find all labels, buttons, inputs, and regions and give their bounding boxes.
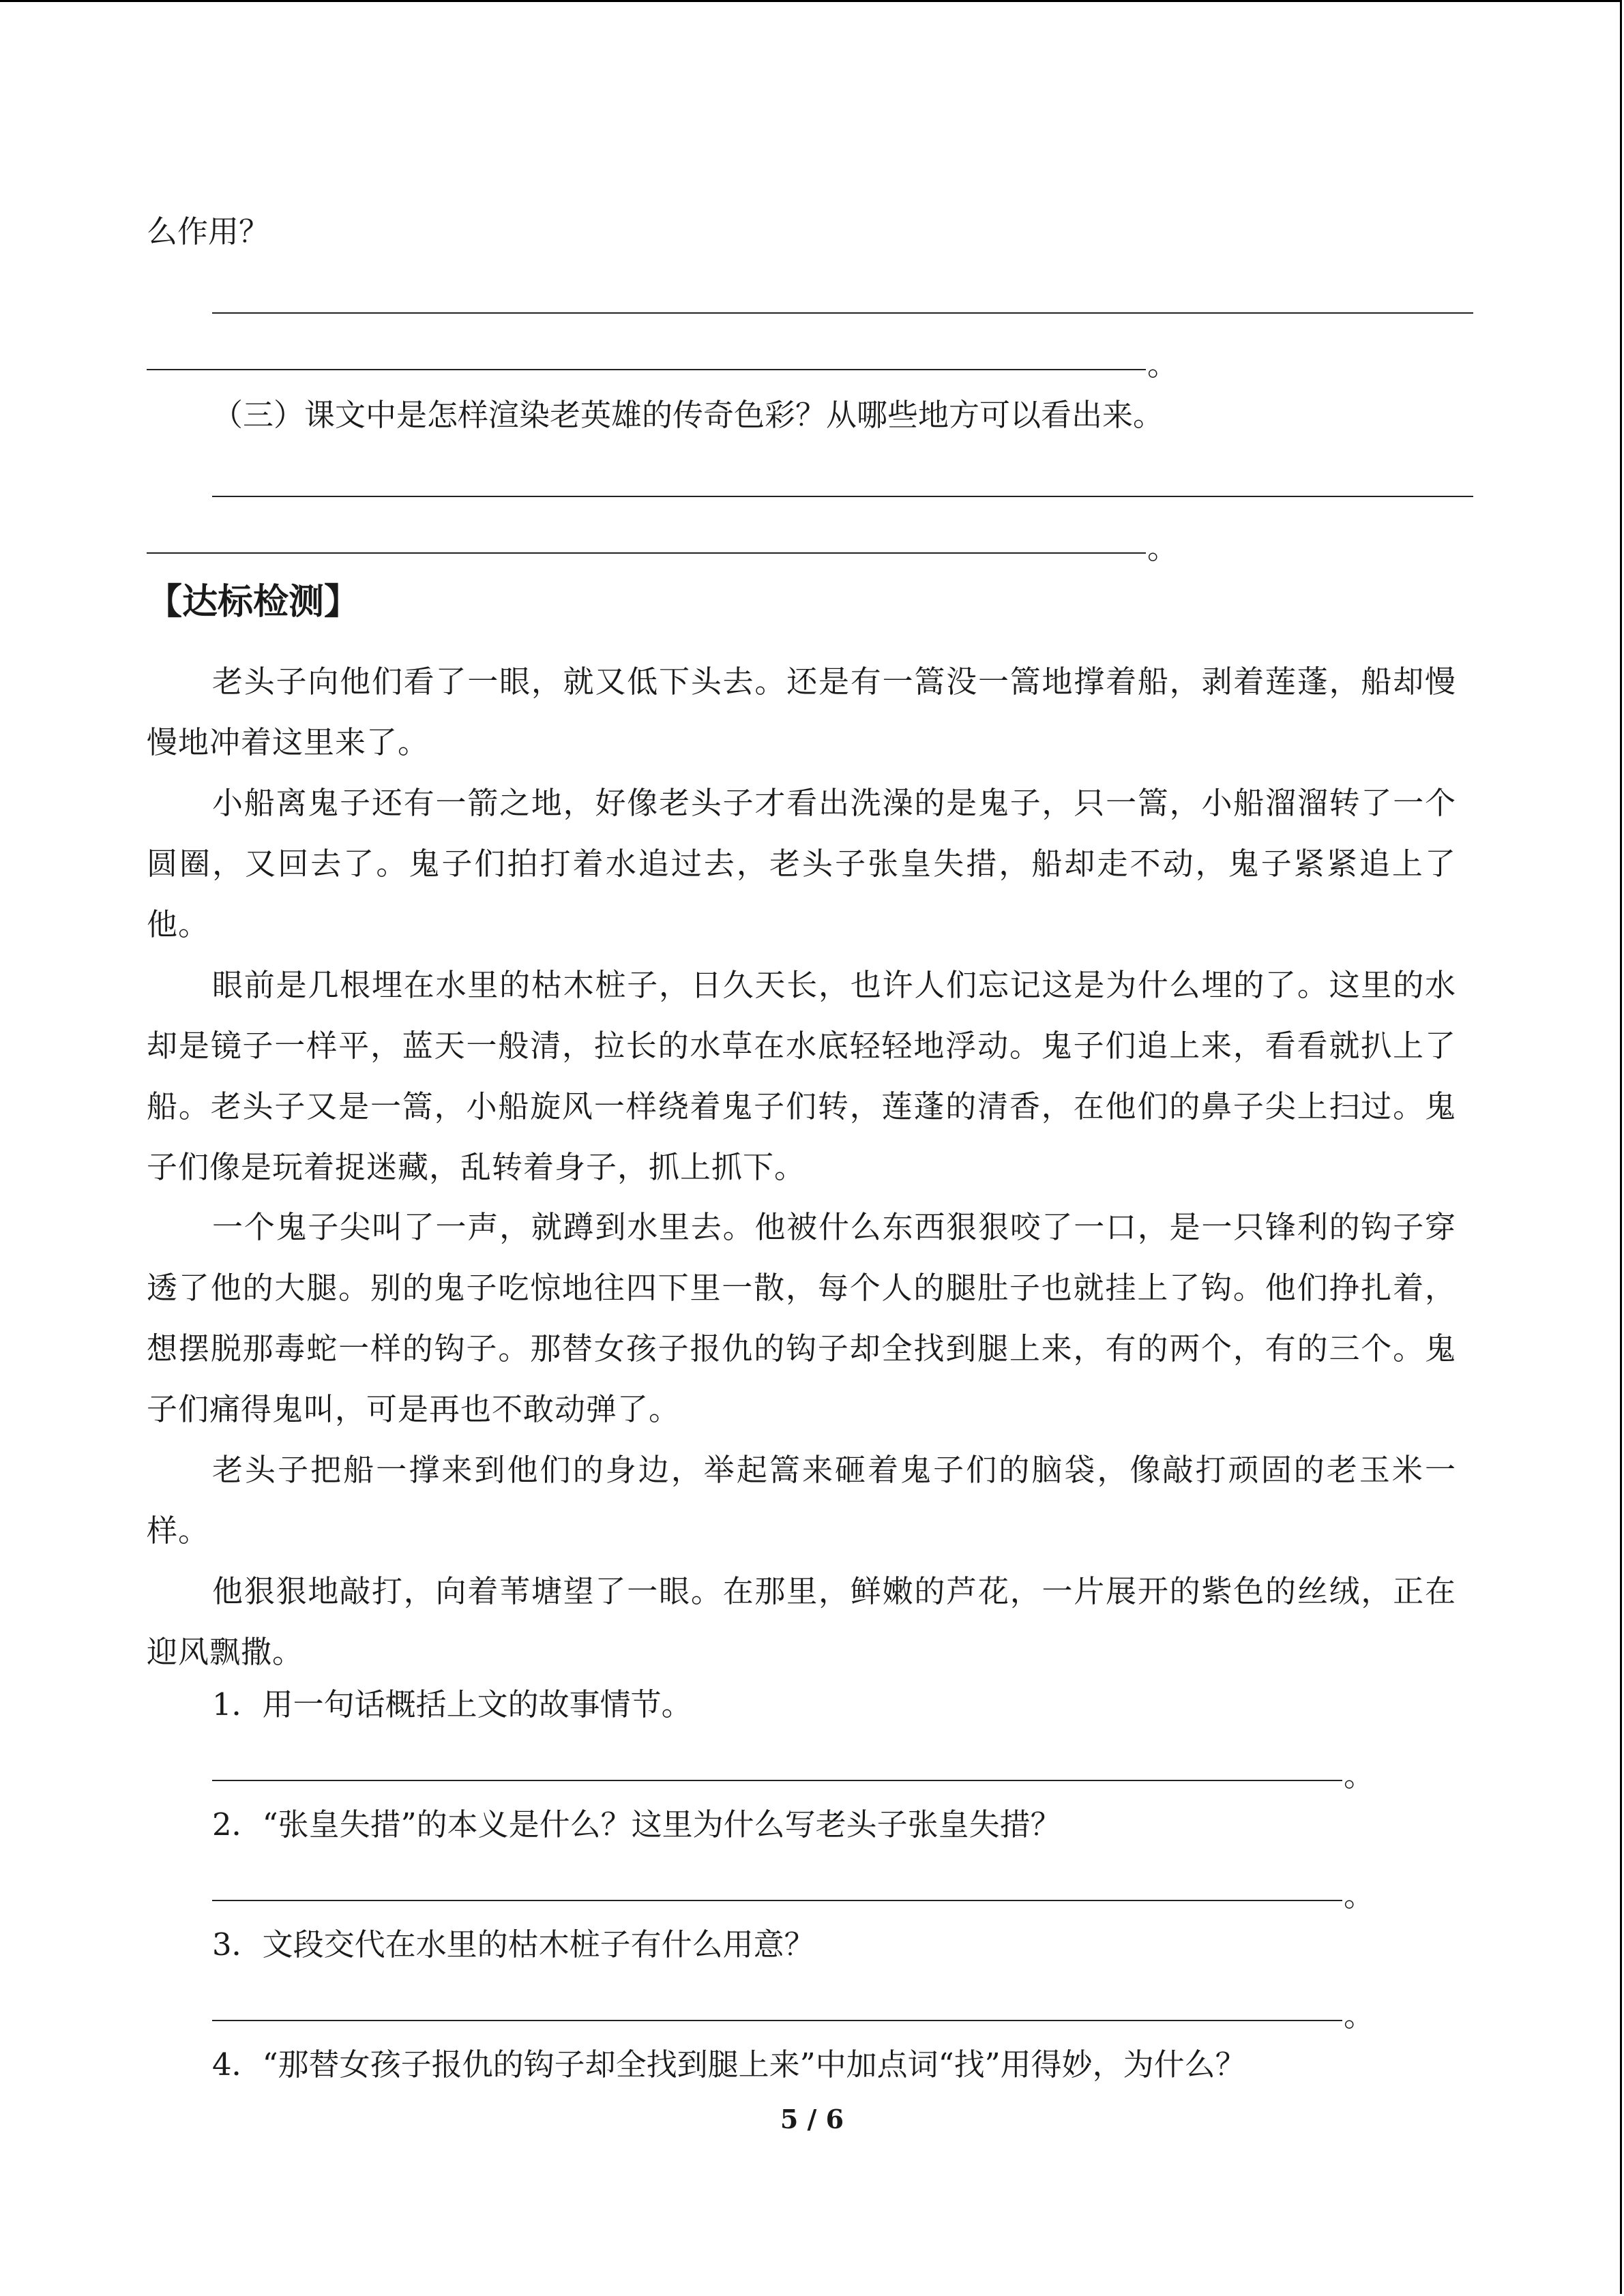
answer-line[interactable] <box>212 1780 1342 1781</box>
answer-line[interactable] <box>147 552 1146 554</box>
period-mark: 。 <box>1344 1997 1375 2033</box>
answer-line[interactable] <box>212 2020 1342 2021</box>
period-mark: 。 <box>1147 346 1179 383</box>
passage-paragraph: 老头子向他们看了一眼，就又低下头去。还是有一篙没一篙地撑着船，剥着莲蓬，船却慢慢地冲着这里来了。 <box>147 664 1456 760</box>
period-mark: 。 <box>1344 1757 1375 1793</box>
passage-paragraph: 他狠狠地敲打，向着苇塘望了一眼。在那里，鲜嫩的芦花，一片展开的紫色的丝绒，正在迎风飘撒。 <box>147 1573 1456 1670</box>
question-three: （三）课文中是怎样渲染老英雄的传奇色彩？从哪些地方可以看出来。 <box>212 397 1164 433</box>
question-3: 3．文段交代在水里的枯木桩子有什么用意？ <box>212 1926 815 1963</box>
passage-paragraph: 老头子把船一撑来到他们的身边，举起篙来砸着鬼子们的脑袋，像敲打顽固的老玉米一样。 <box>147 1452 1456 1549</box>
passage-paragraph: 一个鬼子尖叫了一声，就蹲到水里去。他被什么东西狠狠咬了一口，是一只锋利的钩子穿透了他的大腿。别的鬼子吃惊地往四下里一散，每个人的腿肚子也就挂上了钩。他们挣扎着，想摆脱那毒蛇一样的钩子。那替女孩子报仇的钩子却全找到腿上来，有的两个，有的三个。鬼子们痛得鬼叫，可是再也不敢动弹了。 <box>147 1209 1456 1427</box>
answer-line[interactable] <box>212 312 1473 314</box>
answer-line[interactable] <box>147 369 1146 370</box>
question-4: 4．“那替女孩子报仇的钩子却全找到腿上来”中加点词“找”用得妙，为什么？ <box>212 2046 1246 2083</box>
answer-line[interactable] <box>212 496 1473 497</box>
page-number: 5 / 6 <box>780 2104 844 2134</box>
passage-paragraph: 眼前是几根埋在水里的枯木桩子，日久天长，也许人们忘记这是为什么埋的了。这里的水却是镜子一样平，蓝天一般清，拉长的水草在水底轻轻地浮动。鬼子们追上来，看看就扒上了船。老头子又是一篙，小船旋风一样绕着鬼子们转，莲蓬的清香，在他们的鼻子尖上扫过。鬼子们像是玩着捉迷藏，乱转着身子，抓上抓下。 <box>147 967 1456 1185</box>
answer-line[interactable] <box>212 1900 1342 1901</box>
period-mark: 。 <box>1344 1877 1375 1913</box>
question-2: 2．“张皇失措”的本义是什么？这里为什么写老头子张皇失措？ <box>212 1806 1061 1843</box>
question-1: 1．用一句话概括上文的故事情节。 <box>212 1686 692 1723</box>
passage-paragraph: 小船离鬼子还有一箭之地，好像老头子才看出洗澡的是鬼子，只一篙，小船溜溜转了一个圆圈，又回去了。鬼子们拍打着水追过去，老头子张皇失措，船却走不动，鬼子紧紧追上了他。 <box>147 785 1456 942</box>
question-continuation: 么作用？ <box>147 213 270 250</box>
section-heading: 【达标检测】 <box>147 582 360 623</box>
period-mark: 。 <box>1147 530 1179 566</box>
